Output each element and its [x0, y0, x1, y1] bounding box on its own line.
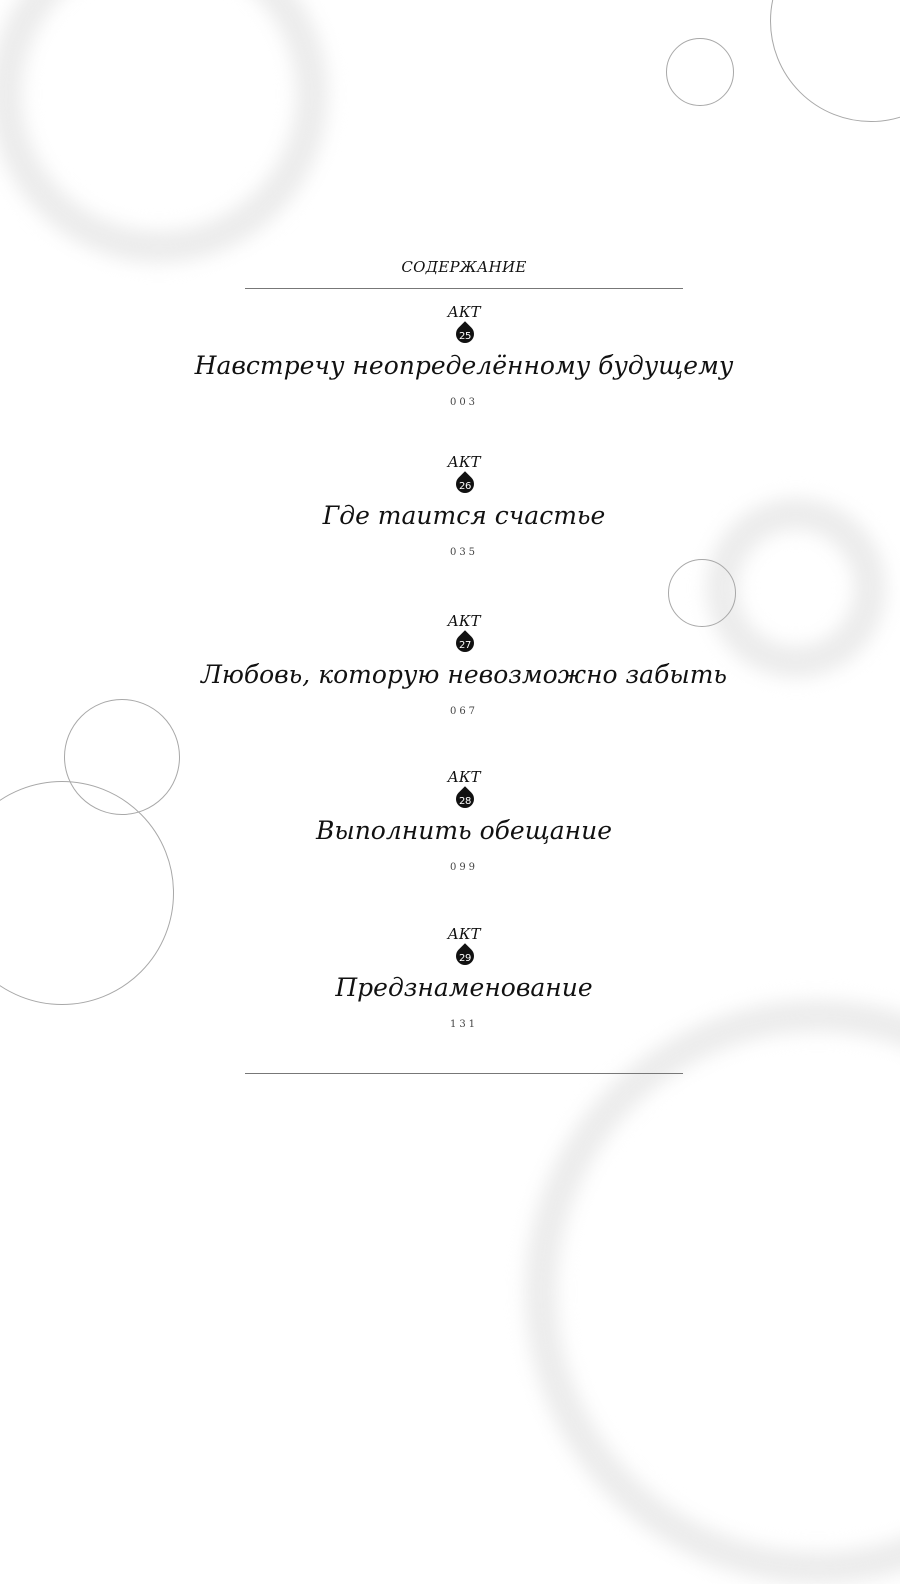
- page-number: 003: [449, 397, 479, 408]
- act-label: АКТ: [447, 453, 481, 471]
- chapter-title: Где таится счастье: [322, 501, 606, 530]
- act-number: 26: [459, 481, 471, 492]
- toc-entry-act-26[interactable]: [125, 453, 803, 583]
- page-number: 035: [449, 547, 479, 558]
- bottom-divider: [245, 1073, 683, 1074]
- chapter-title: Навстречу неопределённому будущему: [194, 351, 734, 380]
- act-number: 25: [459, 331, 471, 342]
- decorative-circle-top-right-small: [666, 38, 734, 106]
- act-label: АКТ: [447, 768, 481, 786]
- toc-entry-act-28[interactable]: [125, 768, 803, 898]
- act-number: 28: [459, 796, 471, 807]
- act-number: 29: [459, 953, 471, 964]
- toc-entry-act-29[interactable]: [125, 925, 803, 1055]
- page-number: 131: [449, 1019, 479, 1030]
- table-of-contents: [194, 250, 734, 1074]
- top-divider: [245, 288, 683, 289]
- decorative-blurred-circle-bottom-right: [525, 1000, 900, 1584]
- act-label: АКТ: [447, 612, 481, 630]
- toc-heading: СОДЕРЖАНИЕ: [401, 258, 527, 276]
- chapter-title: Любовь, которую невозможно забыть: [200, 660, 728, 689]
- act-label: АКТ: [447, 303, 481, 321]
- chapter-title: Выполнить обещание: [315, 816, 613, 845]
- decorative-circle-top-right-large: [770, 0, 900, 122]
- toc-entry-act-25[interactable]: [125, 303, 803, 433]
- act-label: АКТ: [447, 925, 481, 943]
- decorative-blurred-circle-top-left: [0, 0, 328, 263]
- chapter-title: Предзнаменование: [335, 973, 593, 1002]
- page-number: 099: [449, 862, 479, 873]
- toc-entry-act-27[interactable]: [125, 612, 803, 742]
- page-number: 067: [449, 706, 479, 717]
- act-number: 27: [459, 640, 471, 651]
